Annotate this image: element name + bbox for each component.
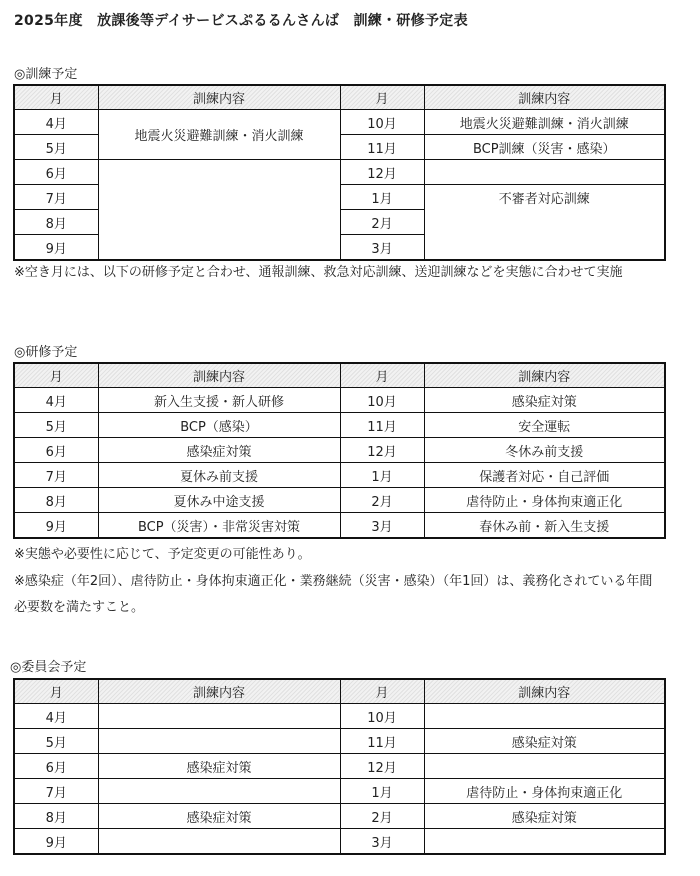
- table-row: [14, 463, 665, 488]
- study-note-1: ※実態や必要性に応じて、予定変更の可能性あり。: [14, 547, 311, 562]
- month-cell: 4月: [14, 704, 98, 729]
- content-cell: 虐待防止・身体拘束適正化: [424, 488, 665, 513]
- content-cell: 春休み前・新入生支援: [424, 513, 665, 539]
- month-cell: 5月: [14, 135, 98, 160]
- table-header-row: [14, 679, 665, 704]
- month-cell: 1月: [340, 463, 424, 488]
- table-row: [14, 488, 665, 513]
- content-cell: 地震火災避難訓練・消火訓練: [424, 110, 665, 135]
- month-cell: 2月: [340, 804, 424, 829]
- committee-table: [13, 678, 666, 855]
- content-cell: 安全運転: [424, 413, 665, 438]
- month-cell: 8月: [14, 488, 98, 513]
- content-cell: BCP（災害）・非常災害対策: [98, 513, 340, 539]
- content-cell: 感染症対策: [424, 729, 665, 754]
- table-row: [14, 704, 665, 729]
- study-section-label: ◎研修予定: [14, 345, 78, 360]
- month-cell: 6月: [14, 160, 98, 185]
- month-cell: 12月: [340, 438, 424, 463]
- month-cell: 7月: [14, 779, 98, 804]
- month-header: 月: [340, 679, 424, 704]
- content-cell: BCP訓練（災害・感染）: [424, 135, 665, 160]
- month-cell: 2月: [340, 488, 424, 513]
- content-cell: BCP（感染）: [98, 413, 340, 438]
- table-row: [14, 513, 665, 539]
- month-cell: 11月: [340, 135, 424, 160]
- month-cell: 10月: [340, 388, 424, 413]
- content-cell: [424, 829, 665, 855]
- month-cell: 9月: [14, 513, 98, 539]
- table-row: [14, 729, 665, 754]
- content-cell: [424, 704, 665, 729]
- month-cell: 10月: [340, 704, 424, 729]
- month-cell: 10月: [340, 110, 424, 135]
- month-cell: 3月: [340, 829, 424, 855]
- training-section-label: ◎訓練予定: [14, 67, 78, 82]
- month-cell: 12月: [340, 754, 424, 779]
- month-cell: 4月: [14, 388, 98, 413]
- month-header: 月: [340, 85, 424, 110]
- month-cell: 7月: [14, 185, 98, 210]
- content-cell: 感染症対策: [98, 754, 340, 779]
- page-title: 2025年度 放課後等デイサービスぷるるんさんば 訓練・研修予定表: [14, 13, 468, 29]
- content-cell: [98, 829, 340, 855]
- content-cell: 虐待防止・身体拘束適正化: [424, 779, 665, 804]
- month-header: 月: [14, 363, 98, 388]
- table-row: [14, 829, 665, 855]
- month-cell: 3月: [340, 235, 424, 261]
- table-row: [14, 779, 665, 804]
- month-cell: 5月: [14, 729, 98, 754]
- table-header-row: [14, 85, 665, 110]
- content-cell: [424, 754, 665, 779]
- month-cell: 8月: [14, 804, 98, 829]
- month-cell: 4月: [14, 110, 98, 135]
- table-row: [14, 754, 665, 779]
- content-cell: 冬休み前支援: [424, 438, 665, 463]
- month-cell: 9月: [14, 235, 98, 261]
- study-table: [13, 362, 666, 539]
- content-cell: [98, 704, 340, 729]
- committee-section-label: ◎委員会予定: [10, 660, 87, 675]
- table-row: [14, 110, 665, 135]
- table-header-row: [14, 363, 665, 388]
- month-header: 月: [340, 363, 424, 388]
- month-cell: 11月: [340, 413, 424, 438]
- content-header: 訓練内容: [98, 679, 340, 704]
- month-cell: 2月: [340, 210, 424, 235]
- content-cell: [98, 729, 340, 754]
- content-cell: 保護者対応・自己評価: [424, 463, 665, 488]
- month-cell: 11月: [340, 729, 424, 754]
- month-cell: 7月: [14, 463, 98, 488]
- month-header: 月: [14, 85, 98, 110]
- month-cell: 5月: [14, 413, 98, 438]
- content-cell: 感染症対策: [98, 438, 340, 463]
- table-row: [14, 804, 665, 829]
- table-row: [14, 388, 665, 413]
- content-header: 訓練内容: [98, 85, 340, 110]
- content-header: 訓練内容: [424, 363, 665, 388]
- table-row: [14, 413, 665, 438]
- month-cell: 6月: [14, 438, 98, 463]
- content-cell: 感染症対策: [424, 804, 665, 829]
- month-cell: 8月: [14, 210, 98, 235]
- content-cell: [424, 160, 665, 185]
- content-cell: [98, 160, 340, 261]
- content-header: 訓練内容: [98, 363, 340, 388]
- training-table: [13, 84, 666, 261]
- content-cell: 感染症対策: [98, 804, 340, 829]
- content-cell: 地震火災避難訓練・消火訓練: [98, 110, 340, 160]
- content-cell: 夏休み中途支援: [98, 488, 340, 513]
- month-cell: 6月: [14, 754, 98, 779]
- content-cell: 感染症対策: [424, 388, 665, 413]
- month-cell: 1月: [340, 185, 424, 210]
- study-note-2: ※感染症（年2回）、虐待防止・身体拘束適正化・業務継続（災害・感染）（年1回）は、義務化されている年間必要数を満たすこと。: [14, 574, 653, 615]
- training-note: ※空き月には、以下の研修予定と合わせ、通報訓練、救急対応訓練、送迎訓練などを実態に合わせて実施: [14, 265, 623, 280]
- month-cell: 12月: [340, 160, 424, 185]
- content-cell: 夏休み前支援: [98, 463, 340, 488]
- month-cell: 1月: [340, 779, 424, 804]
- content-cell: [98, 779, 340, 804]
- content-header: 訓練内容: [424, 85, 665, 110]
- content-header: 訓練内容: [424, 679, 665, 704]
- month-cell: 9月: [14, 829, 98, 855]
- content-cell: 不審者対応訓練: [424, 185, 665, 261]
- month-cell: 3月: [340, 513, 424, 539]
- table-row: [14, 160, 665, 185]
- content-cell: 新入生支援・新人研修: [98, 388, 340, 413]
- table-row: [14, 438, 665, 463]
- month-header: 月: [14, 679, 98, 704]
